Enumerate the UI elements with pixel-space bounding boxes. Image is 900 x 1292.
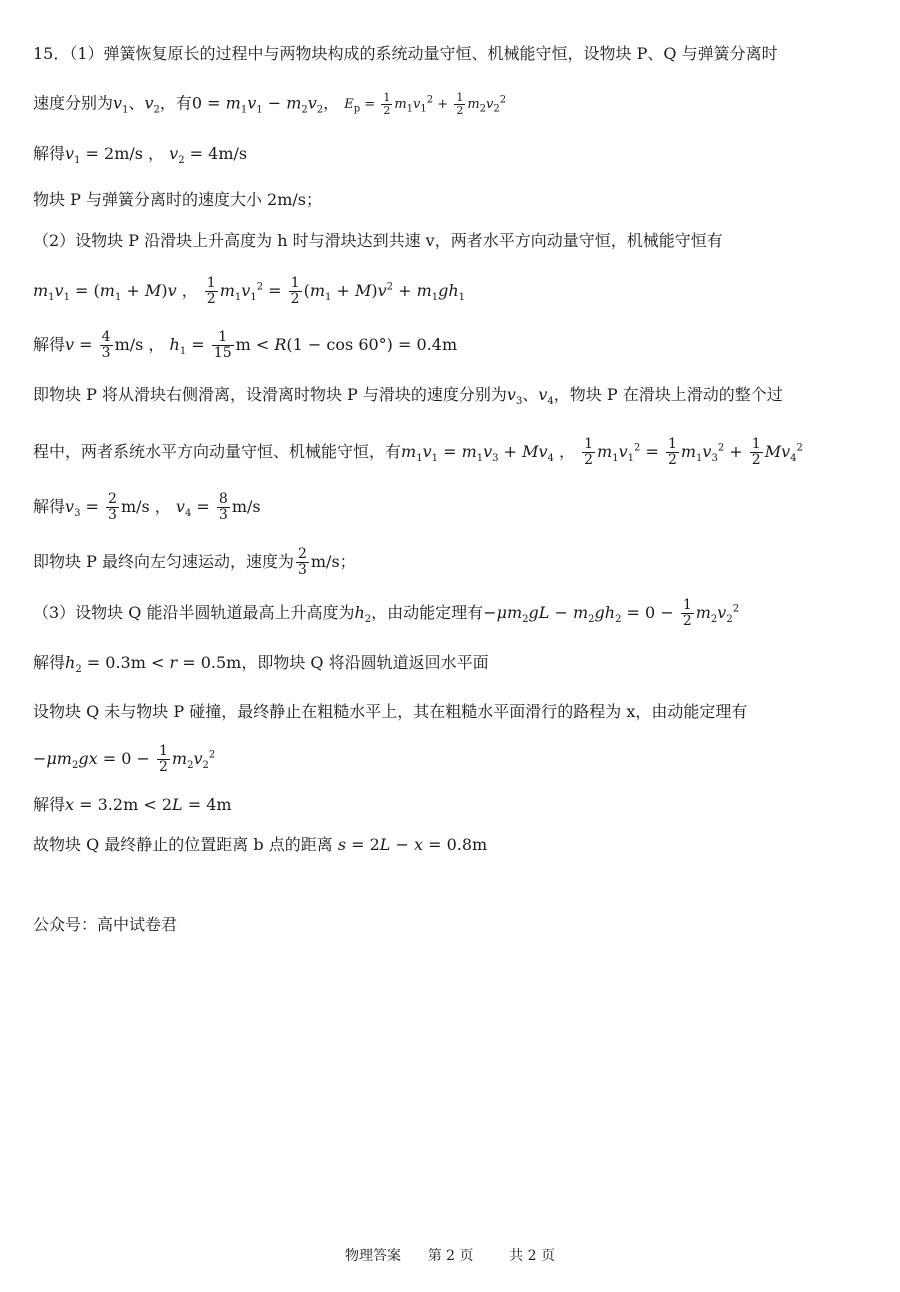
- part2-solution: 解得v = $\frac{4}{3}$ m/s ， $h_1$ = $\frac{1}{15}$ m < R(1 − cos 60°) = 0.4m: [33, 329, 458, 361]
- s-value: 0.8m: [446, 835, 488, 854]
- part1-conclusion: 物块 P 与弹簧分离时的速度大小 2m/s；: [33, 190, 322, 209]
- solve-label: 解得: [33, 795, 66, 814]
- fraction-half: $\frac{1}{2}$: [667, 436, 677, 468]
- fraction-half: $\frac{1}{2}$: [158, 743, 168, 775]
- part2-slide: 即物块 P 将从滑块右侧滑离，设滑离时物块 P 与滑块的速度分别为$v_3$、$v_4$，物块 P 在滑块上滑动的整个过: [33, 385, 783, 408]
- final-text: 故物块 Q 最终静止的位置距离 b 点的距离: [33, 835, 333, 854]
- slide-text-end: ，物块 P 在滑块上滑动的整个过: [553, 385, 783, 404]
- bound-value: 4m: [206, 795, 232, 814]
- public-account: 公众号：高中试卷君: [33, 915, 178, 934]
- part3-intro: （3）设物块 Q 能沿半圆轨道最高上升高度为$h_2$，由动能定理有$-\mu m_2gL - m_2gh_2 = 0$ − $\frac{1}{2}$ $m_2v_2^2$: [33, 597, 740, 629]
- footer-total: 共 2 页: [509, 1248, 555, 1264]
- fraction-2-3: $\frac{2}{3}$: [297, 546, 307, 578]
- part2-conclusion: [33, 547, 356, 578]
- part3-energy-equation: $-\mu m_2gx = 0$ − $\frac{1}{2}$ $m_2v_2^2$: [33, 743, 216, 775]
- return-text: ，即物块 Q 将沿圆轨道返回水平面: [241, 653, 489, 672]
- fraction-4-3: $\frac{4}{3}$: [101, 329, 111, 361]
- solve-label: 解得: [33, 653, 66, 672]
- part1-line2-mid: ，有: [159, 93, 192, 113]
- question-number: 15．: [33, 44, 70, 63]
- v3-unit: m/s: [120, 497, 150, 516]
- part2-solution2: 解得$v_3$ = $\frac{2}{3}$ m/s ， $v_4$ = $\frac{8}{3}$ m/s: [33, 491, 261, 523]
- page-footer: [0, 1246, 900, 1266]
- part1-equations: 速度分别为$v_1$、$v_2$，有$0 = m_1v_1 - m_2v_2$， $E_p$ = $\frac{1}{2}$ $m_1v_1^2$ + $\frac{1}{2}$ $m_2v_2^2$: [33, 91, 507, 118]
- part3-final: 故物块 Q 最终静止的位置距离 b 点的距离 s = 2L − x = 0.8m: [33, 835, 488, 854]
- part1-solution: 解得$v_1 = 2m/s$ ， $v_2 = 4m/s$: [33, 144, 248, 167]
- fraction-half: $\frac{1}{2}$: [682, 597, 692, 629]
- fraction-half: $\frac{1}{2}$: [290, 275, 300, 307]
- part1-intro: [33, 43, 778, 65]
- part3-solution2: 解得x = 3.2m < 2L = 4m: [33, 795, 232, 814]
- h1-unit: m: [235, 335, 251, 354]
- fraction-half: $\frac{1}{2}$: [383, 91, 391, 118]
- fraction-half: $\frac{1}{2}$: [751, 436, 761, 468]
- conclusion-unit: m/s；: [310, 552, 356, 571]
- slide-text: 即物块 P 将从滑块右侧滑离，设滑离时物块 P 与滑块的速度分别为: [33, 385, 507, 404]
- r-value: 0.5m: [200, 653, 242, 672]
- footer-page: 第 2 页: [427, 1248, 474, 1264]
- conclusion-text: 即物块 P 最终向左匀速运动，速度为: [33, 552, 294, 571]
- v1-value: 2m/s: [104, 144, 143, 163]
- part2-equations: $m_1v_1 = (m_1 + M)v$ ， $\frac{1}{2}$ $m_1v_1^2$ = $\frac{1}{2}$ $(m_1 + M)v^2 + m_1gh_1$: [33, 275, 466, 307]
- h1-bound: 0.4m: [416, 335, 458, 354]
- fraction-half: $\frac{1}{2}$: [206, 275, 216, 307]
- solve-label: 解得: [33, 335, 66, 354]
- footer-subject: 物理答案: [345, 1248, 402, 1264]
- solve-label: 解得: [33, 497, 66, 516]
- process-text: 程中，两者系统水平方向动量守恒、机械能守恒，有: [33, 442, 402, 461]
- fraction-2-3: $\frac{2}{3}$: [108, 491, 117, 523]
- v4-unit: m/s: [231, 497, 261, 516]
- x-value: 3.2m: [97, 795, 139, 814]
- h2-value: 0.3m: [105, 653, 146, 672]
- part2-intro: （2）设物块 P 沿滑块上升高度为 h 时与滑块达到共速 v，两者水平方向动量守恒，机械能守恒有: [33, 231, 723, 250]
- v2-value: 4m/s: [208, 144, 248, 163]
- part1-intro-text: （1）弹簧恢复原长的过程中与两物块构成的系统动量守恒、机械能守恒，设物块 P、Q 与弹簧分离时: [69, 44, 778, 63]
- part3-intro-mid: ，由动能定理有: [371, 603, 484, 622]
- part3-intro-text: （3）设物块 Q 能沿半圆轨道最高上升高度为: [33, 603, 355, 622]
- part3-assume: 设物块 Q 未与物块 P 碰撞，最终静止在粗糙水平上，其在粗糙水平面滑行的路程为 x，由动能定理有: [33, 702, 748, 721]
- fraction-half: $\frac{1}{2}$: [456, 91, 464, 118]
- part1-line2-text: 速度分别为: [33, 93, 114, 113]
- fraction-8-3: $\frac{8}{3}$: [218, 491, 228, 523]
- part2-process: 程中，两者系统水平方向动量守恒、机械能守恒，有$m_1v_1 = m_1v_3 + Mv_4$ ， $\frac{1}{2}$ $m_1v_1^2$ = $\frac{1}{2}$ $m_1v_3^2$ + $\frac{1}{2}$ $Mv_4^2$: [33, 436, 803, 468]
- v-unit: m/s: [114, 335, 144, 354]
- fraction-1-15: $\frac{1}{15}$: [213, 329, 232, 361]
- part3-solution: 解得$h_2 = 0.3m < r = 0.5m$，即物块 Q 将沿圆轨道返回水平面: [33, 653, 489, 676]
- fraction-half: $\frac{1}{2}$: [584, 436, 594, 468]
- solve-label: 解得: [33, 144, 66, 163]
